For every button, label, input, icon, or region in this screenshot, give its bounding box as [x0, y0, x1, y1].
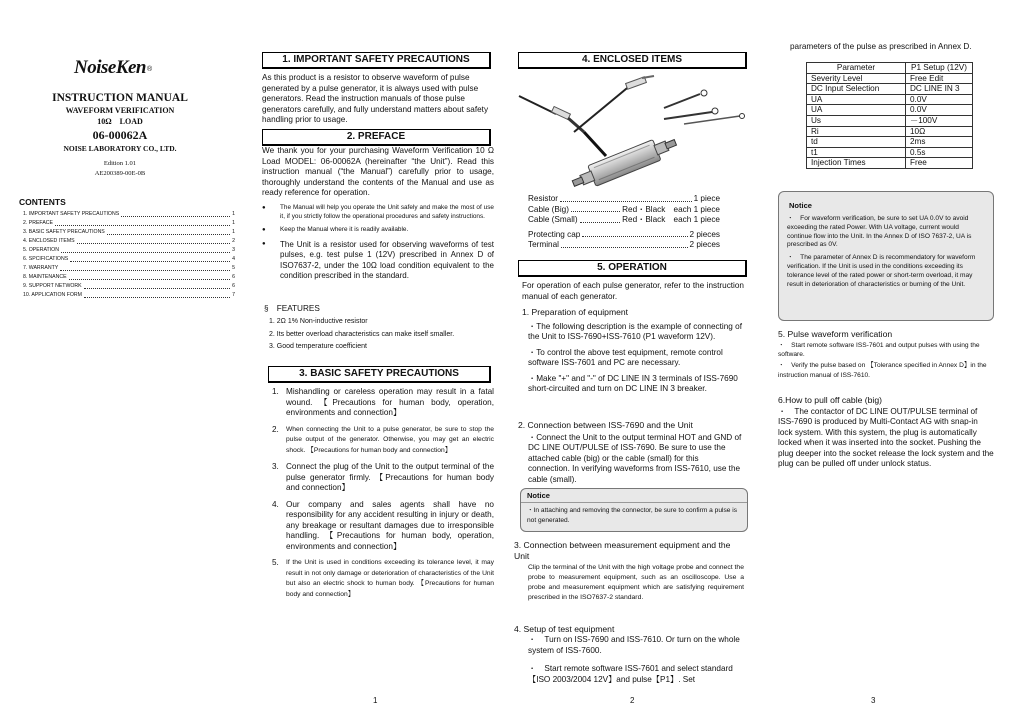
table-cell: 0.5s: [906, 147, 973, 158]
enclosed-item-qty: 2 pieces: [689, 240, 720, 249]
enclosed-item-name: Terminal: [528, 240, 559, 249]
toc-page: 2: [232, 238, 235, 244]
table-cell: Severity Level: [807, 73, 906, 84]
table-cell: DC Input Selection: [807, 84, 906, 95]
notice-item: ・ The parameter of Annex D is recommendatory for waveform verification. If the Unit is used in the conditions exceeding its tolerance level of the rated power or short-term overload, it may result in deterioration of characteristics or burning of the Unit.: [787, 254, 976, 288]
page-number: 3: [871, 696, 876, 705]
model-number: 06-00062A: [92, 128, 148, 142]
preface-bullet-text: The Manual will help you operate the Unit safely and make the most of use it, if you strictly follow the operational procedures and safety instructions.: [280, 204, 494, 220]
toc-row: [23, 255, 235, 264]
toc-label: 5. OPERATION: [23, 247, 59, 253]
table-cell: 0.0V: [906, 105, 973, 116]
toc-label: 6. SPCIFICATIONS: [23, 256, 69, 262]
toc-row: [23, 210, 235, 219]
table-cell: Free Edit: [906, 73, 973, 84]
toc-page: 3: [232, 247, 235, 253]
page-number: 2: [630, 696, 635, 705]
toc-page: 1: [232, 229, 235, 235]
toc-page: 6: [232, 274, 235, 280]
manual-subtitle: WAVEFORM VERIFICATION: [65, 106, 175, 115]
item-number: 2.: [272, 424, 279, 434]
parameter-table: [806, 62, 973, 169]
preface-bullet-text: Keep the Manual where it is readily available.: [280, 226, 409, 234]
table-row: [807, 126, 973, 137]
preface-bullet-text: The Unit is a resistor used for observing waveforms of test pulses, e.g. test pulse 1 (12V) prescribed in Annex D of ISO7637-2, under the 10Ω load condition equivalent to the condition prescribed in the standard.: [280, 239, 494, 280]
step3-text: Clip the terminal of the Unit with the high voltage probe and connect the probe to measurement equipment, such as an oscilloscope. Use a probe and measurement equipment which are satisfying requirement prescribed in the ISO7637-2 standard.: [528, 564, 744, 601]
preface-bullet: [262, 240, 494, 282]
toc-page: 5: [232, 265, 235, 271]
toc-dots: [70, 255, 230, 262]
edition: Edition 1.01: [103, 160, 137, 167]
step4-title: 4. Setup of test equipment: [514, 624, 615, 634]
enclosed-item-qty: 1 piece: [693, 194, 720, 203]
toc-label: 2. PREFACE: [23, 220, 53, 226]
page-number: 1: [373, 696, 378, 705]
toc-label: 8. MAINTENANCE: [23, 274, 67, 280]
item-number: 5.: [272, 558, 279, 567]
step5-item: ・ Verify the pulse based on 【Tolerance specified in Annex D】in the instruction manual of ISS-7610.: [778, 362, 987, 379]
basic-safety-item: [272, 425, 494, 457]
company-name: NOISE LABORATORY CO., LTD.: [63, 144, 177, 153]
section-heading-important-safety: 1. IMPORTANT SAFETY PRECAUTIONS: [262, 52, 491, 69]
enclosed-item-dots: [571, 205, 620, 213]
operation-intro: For operation of each pulse generator, refer to the instruction manual of each generator.: [522, 281, 744, 301]
toc-page: 1: [232, 220, 235, 226]
enclosed-item-dots: [582, 230, 687, 238]
toc-row: [23, 291, 235, 300]
toc-dots: [61, 246, 230, 253]
table-cell: t1: [807, 147, 906, 158]
table-row: [807, 94, 973, 105]
doc-id: AE200389-00E-0B: [94, 170, 146, 177]
basic-safety-item: [272, 500, 494, 553]
table-row: [807, 115, 973, 126]
step6-title: 6.How to pull off cable (big): [778, 395, 882, 405]
table-row: [807, 158, 973, 169]
toc-dots: [107, 228, 230, 235]
step1-item: ・To control the above test equipment, remote control software ISS-7601 and PC are necessary.: [528, 347, 723, 368]
step2-text: ・Connect the Unit to the output terminal HOT and GND of DC LINE OUT/PULSE of ISS-7690. Be sure to use the attached cable (big) or the cable (small) for this connection. In verifying waveforms from ISS-7610, use the cable (small).: [528, 433, 742, 484]
notice-text: ・In attaching and removing the connector, be sure to confirm a pulse is not generated.: [527, 507, 738, 524]
table-cell: －100V: [906, 115, 973, 126]
table-cell: Us: [807, 115, 906, 126]
toc-dots: [69, 273, 231, 280]
cover-block: [40, 92, 200, 179]
manual-title: INSTRUCTION MANUAL: [52, 92, 188, 104]
toc-label: 3. BASIC SAFETY PRECAUTIONS: [23, 229, 105, 235]
contents-heading: CONTENTS: [19, 197, 66, 207]
notice-box-waveform: [778, 191, 994, 321]
preface-bullet: [262, 204, 494, 221]
enclosed-item: [528, 194, 720, 205]
toc-label: 1. IMPORTANT SAFETY PRECAUTIONS: [23, 211, 120, 217]
bullet-mark: ●: [262, 205, 266, 211]
table-row: [807, 73, 973, 84]
table-cell: td: [807, 137, 906, 148]
toc-label: 10. APPLICATION FORM: [23, 292, 82, 298]
toc-label: 4. ENCLOSED ITEMS: [23, 238, 75, 244]
enclosed-item-dots: [580, 215, 621, 223]
step5-list: [778, 341, 994, 380]
table-header-row: [807, 63, 973, 74]
step3-title: 3. Connection between measurement equipment and the Unit: [514, 540, 731, 561]
enclosed-item: [528, 240, 720, 251]
logo-mark: ®: [147, 66, 153, 73]
step5-title: 5. Pulse waveform verification: [778, 329, 893, 339]
table-cell: UA: [807, 105, 906, 116]
table-cell: Free: [906, 158, 973, 169]
manual-load: 10Ω LOAD: [97, 117, 143, 126]
feature-item: 3. Good temperature coefficient: [269, 343, 367, 350]
section-heading-operation: 5. OPERATION: [518, 260, 747, 277]
important-safety-text: As this product is a resistor to observe waveform of pulse generated by a pulse generator, it is always used with pulse generators. Read the instruction manuals of those pulse generators carefully, and fully understand matters about safety handling prior to usage.: [262, 73, 489, 124]
basic-safety-item: [272, 558, 494, 600]
enclosed-item-dots: [561, 240, 688, 248]
section-heading-basic-safety: 3. BASIC SAFETY PRECAUTIONS: [268, 366, 491, 383]
step6-text: ・ The contactor of DC LINE OUT/PULSE terminal of ISS-7690 is produced by Multi-Contact AG with snap-in lock system. With this system, the plug is automatically locked when it was inserted into the socket. Pushing the plug deeper into the socket release the lock system and the plug can be pulled off under unlock status.: [778, 407, 994, 469]
toc-page: 6: [232, 283, 235, 289]
toc-row: [23, 237, 235, 246]
toc-page: 4: [232, 256, 235, 262]
enclosed-item-qty: 2 pieces: [689, 229, 720, 239]
enclosed-item-name: Cable (Small): [528, 215, 578, 224]
preface-text: We thank you for your purchasing Waveform Verification 10 Ω Load MODEL: 06-00062A (hereinafter “the Unit”). Read this instruction manual (“the Manual”) carefully prior to usage, thoroughly understand the contents of the Manual and use as ready reference for operation.: [262, 146, 494, 197]
toc-row: [23, 282, 235, 291]
enclosed-item-qty: Red・Black each 1 piece: [622, 215, 720, 224]
enclosed-item-qty: Red・Black each 1 piece: [622, 204, 720, 214]
bullet-mark: ●: [262, 240, 266, 247]
toc-row: [23, 228, 235, 237]
toc-label: 9. SUPPORT NETWORK: [23, 283, 82, 289]
step4-item: ・ Turn on ISS-7690 and ISS-7610. Or turn on the whole system of ISS-7600.: [528, 635, 740, 655]
item-number: 1.: [272, 387, 279, 396]
toc-row: [23, 219, 235, 228]
features-list: [269, 316, 494, 354]
item-text: Our company and sales agents shall have no responsibility for any accident resulting in injury or death, any breakage or resultant damages due to irresponsible handling. 【Precautions for human body, operation, environments and connection】: [286, 499, 494, 551]
table-row: [807, 137, 973, 148]
item-text: If the Unit is used in conditions exceeding its tolerance level, it may result in not only damage or deterioration of characteristics of the Unit but also an electric shock to human body. 【Precautions for human body and connection】: [286, 559, 494, 598]
parameters-intro: parameters of the pulse as prescribed in Annex D.: [790, 42, 972, 51]
enclosed-item-name: Resistor: [528, 194, 559, 203]
notice-box-connector: [520, 488, 748, 532]
toc-page: 1: [232, 211, 235, 217]
step1-item: ・Make "+" and "-" of DC LINE IN 3 terminals of ISS-7690 short-circuited and turn on DC LINE IN 3 breaker.: [528, 373, 738, 394]
table-cell: UA: [807, 94, 906, 105]
notice-item: ・ For waveform verification, be sure to set UA 0.0V to avoid exceeding the rated Power. With UA voltage, current would continue flow into the Unit. In the Annex D of ISO 7637-2, UA is prescribed as 0V.: [787, 215, 972, 249]
basic-safety-item: [272, 462, 494, 494]
enclosed-item: [528, 205, 720, 216]
item-text: Connect the plug of the Unit to the output terminal of the pulse generator firmly. 【Precautions for human body and connection】: [286, 462, 494, 492]
bullet-mark: ●: [262, 227, 266, 234]
toc-dots: [55, 219, 230, 226]
enclosed-item-name: Cable (Big): [528, 204, 569, 214]
item-number: 4.: [272, 499, 279, 509]
brand-logo: [74, 57, 152, 79]
toc-page: 7: [232, 292, 235, 298]
section-heading-preface: 2. PREFACE: [262, 129, 491, 146]
section-heading-enclosed-items: 4. ENCLOSED ITEMS: [518, 52, 747, 69]
preface-bullet: [262, 226, 494, 235]
notice-title: Notice: [789, 201, 812, 210]
enclosed-item: [528, 230, 720, 241]
enclosed-items-list: [528, 194, 720, 251]
item-number: 3.: [272, 462, 279, 471]
preface-bullets: [262, 204, 494, 281]
toc-dots: [84, 291, 230, 298]
step5-item: ・ Start remote software ISS-7601 and output pulses with using the software.: [778, 342, 980, 359]
feature-item: 2. Its better overload characteristics can make itself smaller.: [269, 330, 455, 338]
table-header-cell: Parameter: [807, 63, 906, 74]
logo-text: NoiseKen: [74, 57, 146, 78]
toc-row: [23, 273, 235, 282]
item-text: When connecting the Unit to a pulse generator, be sure to stop the pulse output of the generator. Otherwise, you may get an electric shock. 【Precautions for human body and connection】: [286, 425, 494, 454]
table-of-contents: [23, 210, 235, 300]
step4-list: [528, 635, 744, 685]
table-cell: 10Ω: [906, 126, 973, 137]
enclosed-item-dots: [560, 194, 692, 202]
parameter-table-wrap: [806, 62, 973, 169]
step1-list: [528, 322, 742, 394]
step2-title: 2. Connection between ISS-7690 and the Unit: [518, 420, 693, 430]
toc-dots: [121, 210, 230, 217]
item-text: Mishandling or careless operation may result in a fatal wound. 【Precautions for human body, operation, environments and connection】: [286, 387, 494, 417]
toc-row: [23, 264, 235, 273]
product-photo: [514, 74, 746, 190]
step1-item: ・The following description is the example of connecting of the Unit to ISS-7690+ISS-7610 (P1 waveform 12V).: [528, 322, 742, 342]
toc-dots: [84, 282, 230, 289]
step4-item: ・ Start remote software ISS-7601 and select standard 【ISO 2003/2004 12V】and pulse【P1】. Set: [528, 664, 733, 684]
toc-dots: [60, 264, 230, 271]
feature-item: 1. 2Ω 1% Non-inductive resistor: [269, 318, 368, 325]
table-row: [807, 84, 973, 95]
step1-title: 1. Preparation of equipment: [522, 307, 629, 317]
table-row: [807, 147, 973, 158]
table-header-cell: P1 Setup (12V): [906, 63, 973, 74]
table-cell: Injection Times: [807, 158, 906, 169]
notice-title: Notice: [521, 489, 747, 503]
table-cell: 2ms: [906, 137, 973, 148]
toc-dots: [77, 237, 231, 244]
basic-safety-item: [272, 387, 494, 419]
table-cell: DC LINE IN 3: [906, 84, 973, 95]
enclosed-item-name: Protecting cap: [528, 229, 581, 239]
resistor-illustration: [514, 74, 746, 190]
toc-label: 7. WARRANTY: [23, 265, 59, 271]
enclosed-item: [528, 215, 720, 226]
basic-safety-list: [272, 387, 494, 600]
toc-row: [23, 246, 235, 255]
features-heading: § FEATURES: [264, 304, 320, 313]
table-cell: 0.0V: [906, 94, 973, 105]
table-cell: Ri: [807, 126, 906, 137]
table-row: [807, 105, 973, 116]
